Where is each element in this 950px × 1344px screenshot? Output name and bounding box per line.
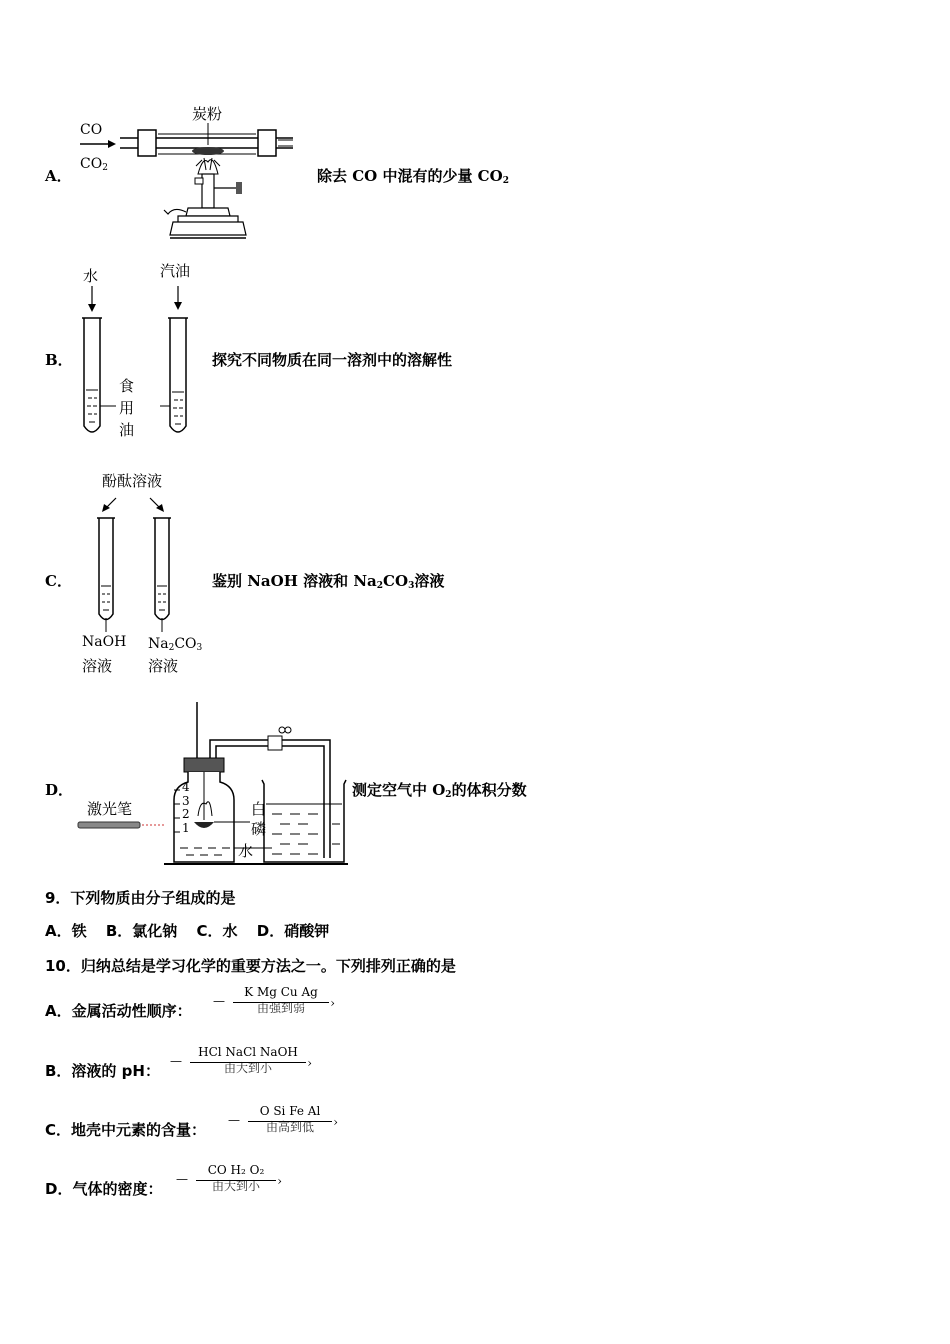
q10-option-c-arrow: — O Si Fe Al › 由高到低 bbox=[228, 1104, 338, 1134]
option-d-description: 测定空气中 $O_2$的体积分数 bbox=[352, 781, 527, 800]
question-9-title: 9．下列物质由分子组成的是 bbox=[45, 889, 236, 907]
q9-choice-d: D．硝酸钾 bbox=[256, 922, 330, 940]
q10-option-a-arrow: — K Mg Cu Ag › 由强到弱 bbox=[213, 985, 335, 1015]
option-d-letter: D． bbox=[45, 781, 74, 799]
scale-mark: 2 bbox=[182, 807, 190, 821]
white-phosphorus-label-2: 磷 bbox=[251, 820, 267, 838]
scale-mark: 1 bbox=[182, 820, 190, 835]
gasoline-label: 汽油 bbox=[160, 262, 191, 280]
white-phosphorus-label-1: 白 bbox=[251, 800, 267, 818]
phenolphthalein-label: 酚酞溶液 bbox=[102, 472, 163, 490]
naoh-solution-label: 溶液 bbox=[82, 657, 113, 675]
option-a-letter: A． bbox=[45, 167, 72, 185]
option-b-letter: B． bbox=[45, 351, 73, 369]
na2co3-label: $Na_2CO_3$ bbox=[148, 636, 203, 653]
question-9-choices bbox=[45, 920, 329, 941]
co-label: CO bbox=[80, 122, 103, 138]
identify-test-tubes bbox=[88, 494, 188, 634]
q10-option-b-label: B．溶液的 pH： bbox=[45, 1062, 160, 1080]
carbon-tube-apparatus bbox=[78, 118, 308, 243]
q10-option-d-label: D．气体的密度： bbox=[45, 1180, 163, 1198]
laser-pointer-label: 激光笔 bbox=[87, 800, 133, 818]
option-b-description: 探究不同物质在同一溶剂中的溶解性 bbox=[212, 351, 453, 369]
q10-option-c-label: C．地壳中元素的含量： bbox=[45, 1121, 207, 1139]
q9-choice-c: C．水 bbox=[196, 922, 238, 940]
jar-scale bbox=[182, 781, 190, 835]
scale-mark: 3 bbox=[182, 793, 190, 808]
option-a-description: 除去 CO 中混有的少量 $CO_2$ bbox=[317, 167, 509, 186]
option-c-letter: C． bbox=[45, 572, 72, 590]
scale-mark: 4 bbox=[182, 780, 190, 794]
water-label: 水 bbox=[83, 267, 99, 285]
question-10-title: 10．归纳总结是学习化学的重要方法之一。下列排列正确的是 bbox=[45, 957, 456, 975]
q10-option-d-arrow: — CO H₂ O₂ › 由大到小 bbox=[176, 1163, 282, 1193]
oil-label-2: 用 bbox=[119, 399, 135, 417]
oxygen-volume-apparatus bbox=[76, 700, 351, 866]
carbon-powder-label: 炭粉 bbox=[192, 105, 223, 123]
q9-choice-b: B．氯化钠 bbox=[105, 922, 178, 940]
option-c-description: 鉴别 NaOH 溶液和 $Na_2CO_3$溶液 bbox=[212, 572, 445, 591]
water-label-d: 水 bbox=[238, 842, 254, 860]
solubility-test-tubes bbox=[70, 282, 200, 440]
oil-label-3: 油 bbox=[119, 421, 135, 439]
q10-option-a-label: A．金属活动性顺序： bbox=[45, 1002, 192, 1020]
q9-choice-a: A．铁 bbox=[45, 922, 87, 940]
oil-label-1: 食 bbox=[119, 377, 135, 395]
naoh-label: NaOH bbox=[82, 634, 127, 650]
co2-label: $CO_2$ bbox=[80, 156, 108, 173]
na2co3-solution-label: 溶液 bbox=[148, 657, 179, 675]
q10-option-b-arrow: — HCl NaCl NaOH › 由大到小 bbox=[170, 1045, 312, 1075]
